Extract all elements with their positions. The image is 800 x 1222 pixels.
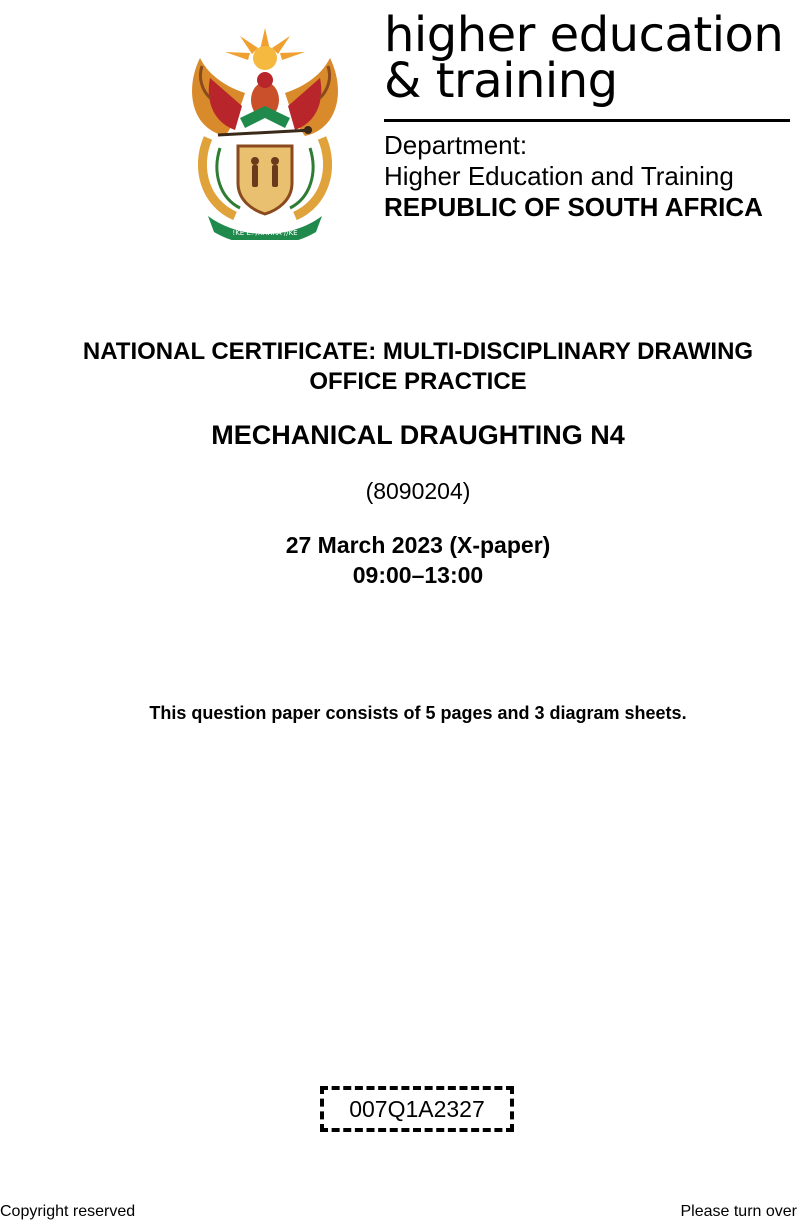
page-count-note: This question paper consists of 5 pages and 3 diagram sheets.	[149, 703, 687, 723]
country-name: REPUBLIC OF SOUTH AFRICA	[384, 192, 763, 222]
qualification-title	[0, 337, 800, 397]
brand-line-2: & training	[384, 53, 618, 109]
exam-date: 27 March 2023 (X-paper)	[285, 532, 551, 558]
dept-name: Higher Education and Training	[384, 161, 734, 191]
subject-title: MECHANICAL DRAUGHTING N4	[211, 420, 625, 450]
coat-of-arms-icon	[180, 18, 350, 240]
department-block	[384, 130, 763, 223]
footer-copyright: Copyright reserved	[0, 1203, 136, 1220]
qualification-line-1: NATIONAL CERTIFICATE: MULTI-DISCIPLINARY DRAWING	[82, 338, 754, 365]
exam-date-block	[0, 530, 800, 590]
footer-turn-over: Please turn over	[680, 1203, 797, 1220]
subject-code: (8090204)	[365, 478, 471, 504]
dept-label: Department:	[384, 130, 528, 160]
exam-time: 09:00–13:00	[352, 562, 484, 588]
exam-code-box: 007Q1A2327	[320, 1086, 514, 1132]
brand-title	[384, 7, 784, 109]
brand-divider	[384, 119, 790, 122]
brand-line-1: higher education	[384, 7, 784, 63]
qualification-line-2: OFFICE PRACTICE	[309, 368, 527, 395]
svg-text:!KE E: /XARRA //KE: !KE E: /XARRA //KE	[232, 229, 298, 237]
